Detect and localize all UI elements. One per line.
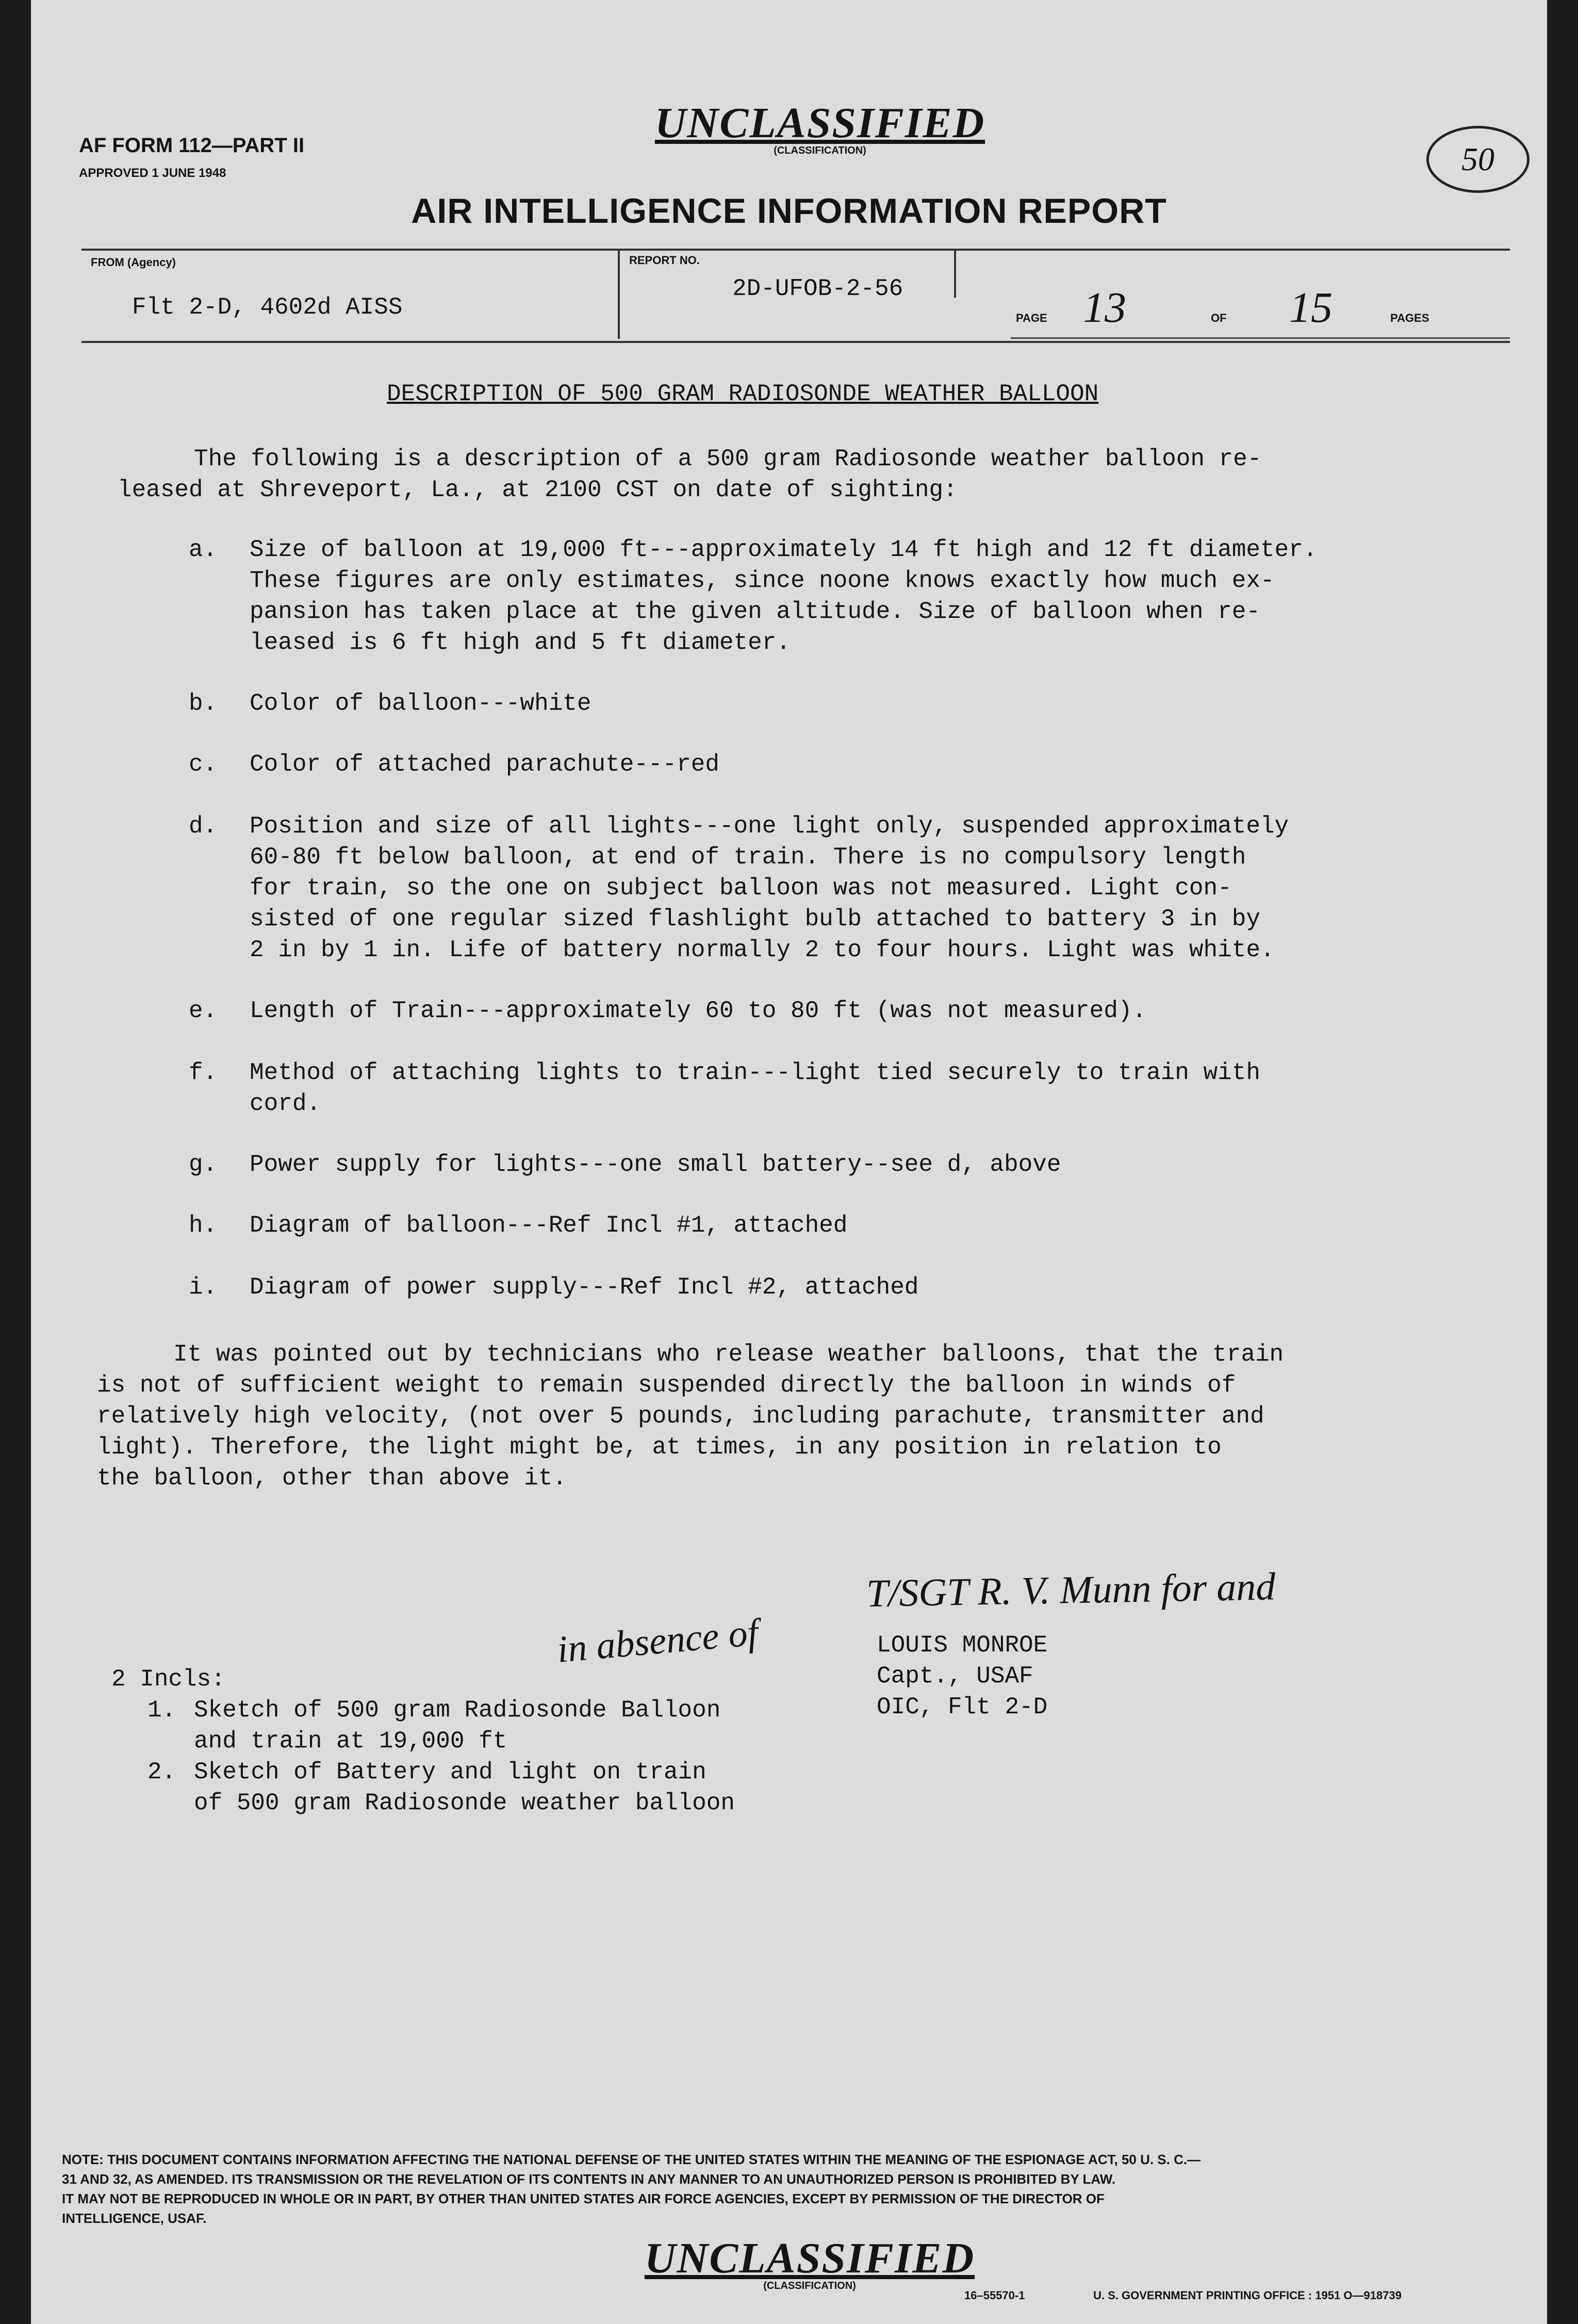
closing-line: light). Therefore, the light might be, at times, in any position in relation to — [97, 1434, 1222, 1461]
espionage-notice — [62, 2150, 1532, 2228]
item-line: Position and size of all lights---one light only, suspended approximately — [250, 813, 1289, 840]
report-no-value: 2D-UFOB-2-56 — [732, 275, 903, 302]
classification-top — [639, 98, 1000, 157]
item-letter: b. — [189, 690, 218, 717]
inclosure-num: 2. — [147, 1759, 176, 1786]
inclosure-2 — [147, 1757, 735, 1819]
item-line: 60-80 ft below balloon, at end of train. There is no compulsory length — [250, 844, 1246, 871]
inclosure-line: Sketch of Battery and light on train — [194, 1759, 706, 1786]
notice-line: NOTE: THIS DOCUMENT CONTAINS INFORMATION AFFECTING THE NATIONAL DEFENSE OF THE UNITED STATES WITHIN THE MEANING OF THE ESPIONAGE ACT, 50 U. S. C.— — [62, 2152, 1201, 2167]
inclosure-line: Sketch of 500 gram Radiosonde Balloon — [194, 1697, 721, 1724]
signer-office: OIC, Flt 2-D — [877, 1694, 1048, 1721]
item-line: Method of attaching lights to train---light tied securely to train with — [250, 1059, 1260, 1086]
item-line: cord. — [250, 1090, 321, 1117]
page-label: PAGE — [1016, 312, 1047, 324]
item-line: Power supply for lights---one small battery--see d, above — [250, 1151, 1061, 1178]
item-line: Color of attached parachute---red — [250, 751, 719, 778]
document-page — [31, 0, 1547, 2324]
classification-caption: (CLASSIFICATION) — [774, 145, 866, 156]
handwritten-signature: T/SGT R. V. Munn for and — [866, 1565, 1276, 1615]
doc-heading: DESCRIPTION OF 500 GRAM RADIOSONDE WEATHER BALLOON — [387, 381, 1099, 407]
item-line: Diagram of balloon---Ref Incl #1, attached — [250, 1212, 848, 1239]
item-line: Color of balloon---white — [250, 690, 591, 717]
item-b — [189, 688, 591, 719]
gpo-stamp: U. S. GOVERNMENT PRINTING OFFICE : 1951 O—918739 — [1093, 2289, 1402, 2302]
signer-rank: Capt., USAF — [877, 1663, 1033, 1690]
header-divider-2 — [954, 249, 956, 298]
item-line: sisted of one regular sized flashlight bulb attached to battery 3 in by — [250, 906, 1260, 932]
item-letter: h. — [189, 1212, 218, 1239]
item-line: pansion has taken place at the given altitude. Size of balloon when re- — [250, 598, 1260, 625]
header-divider-1 — [618, 249, 620, 339]
form-approved: APPROVED 1 JUNE 1948 — [79, 166, 226, 180]
inclosure-num: 1. — [147, 1697, 176, 1724]
item-h — [189, 1210, 847, 1241]
inclosures — [111, 1664, 735, 1819]
signature-block — [877, 1630, 1047, 1723]
closing-line: It was pointed out by technicians who release weather balloons, that the train — [173, 1341, 1284, 1368]
pages-label: PAGES — [1390, 312, 1429, 324]
notice-line: IT MAY NOT BE REPRODUCED IN WHOLE OR IN PART, BY OTHER THAN UNITED STATES AIR FORCE AGENCIES, EXCEPT BY PERMISSION OF THE DIRECTOR OF — [62, 2191, 1105, 2206]
closing-paragraph — [97, 1339, 1284, 1494]
item-line: Length of Train---approximately 60 to 80 ft (was not measured). — [250, 997, 1147, 1024]
item-line: These figures are only estimates, since noone knows exactly how much ex- — [250, 567, 1275, 594]
print-code: 16–55570-1 — [964, 2289, 1025, 2302]
item-d — [189, 811, 1289, 965]
notice-line: 31 AND 32, AS AMENDED. ITS TRANSMISSION OR THE REVELATION OF ITS CONTENTS IN ANY MANNER TO AN UNAUTHORIZED PERSON IS PROHIBITED BY LAW. — [62, 2171, 1116, 2187]
of-value: 15 — [1289, 284, 1333, 332]
item-letter: i. — [189, 1274, 218, 1301]
report-no-label: REPORT NO. — [629, 254, 700, 267]
handwritten-in-absence: in absence of — [555, 1611, 760, 1671]
from-label: FROM (Agency) — [91, 256, 176, 269]
intro-line: The following is a description of a 500 gram Radiosonde weather balloon re- — [194, 446, 1262, 472]
item-line: Size of balloon at 19,000 ft---approximately 14 ft high and 12 ft diameter. — [250, 536, 1318, 563]
closing-line: is not of sufficient weight to remain suspended directly the balloon in winds of — [97, 1372, 1236, 1399]
handwritten-page-number: 50 — [1426, 126, 1530, 193]
page-value: 13 — [1083, 284, 1126, 332]
item-letter: f. — [189, 1059, 218, 1086]
form-id: AF FORM 112—PART II — [79, 134, 305, 157]
item-letter: c. — [189, 751, 218, 778]
classification-stamp: UNCLASSIFIED — [644, 2234, 975, 2282]
item-line: 2 in by 1 in. Life of battery normally 2 to four hours. Light was white. — [250, 937, 1275, 963]
closing-line: the balloon, other than above it. — [97, 1465, 567, 1492]
item-e — [189, 995, 1146, 1026]
item-letter: g. — [189, 1151, 218, 1178]
intro-paragraph — [118, 444, 1261, 505]
of-label: OF — [1211, 312, 1227, 324]
inclosure-1 — [147, 1695, 735, 1757]
item-letter: e. — [189, 997, 218, 1024]
item-line: Diagram of power supply---Ref Incl #2, attached — [250, 1274, 919, 1301]
item-i — [189, 1272, 918, 1303]
intro-line: leased at Shreveport, La., at 2100 CST on date of sighting: — [118, 477, 958, 503]
item-g — [189, 1149, 1061, 1180]
classification-caption: (CLASSIFICATION) — [763, 2280, 856, 2292]
signer-name: LOUIS MONROE — [877, 1632, 1048, 1659]
classification-stamp: UNCLASSIFIED — [654, 99, 985, 147]
inclosures-title: 2 Incls: — [111, 1666, 225, 1693]
from-value: Flt 2-D, 4602d AISS — [132, 294, 403, 321]
closing-line: relatively high velocity, (not over 5 pounds, including parachute, transmitter and — [97, 1403, 1264, 1430]
item-a — [189, 534, 1317, 658]
item-line: for train, so the one on subject balloon was not measured. Light con- — [250, 875, 1232, 902]
report-title: AIR INTELLIGENCE INFORMATION REPORT — [411, 191, 1167, 231]
item-c — [189, 749, 719, 780]
classification-bottom — [629, 2233, 990, 2292]
item-letter: d. — [189, 813, 218, 840]
notice-line: INTELLIGENCE, USAF. — [62, 2211, 207, 2226]
inclosure-line: and train at 19,000 ft — [194, 1728, 507, 1755]
item-line: leased is 6 ft high and 5 ft diameter. — [250, 629, 791, 656]
item-letter: a. — [189, 536, 218, 563]
item-f — [189, 1057, 1260, 1119]
inclosure-line: of 500 gram Radiosonde weather balloon — [194, 1790, 735, 1816]
page-underline — [1011, 337, 1510, 339]
